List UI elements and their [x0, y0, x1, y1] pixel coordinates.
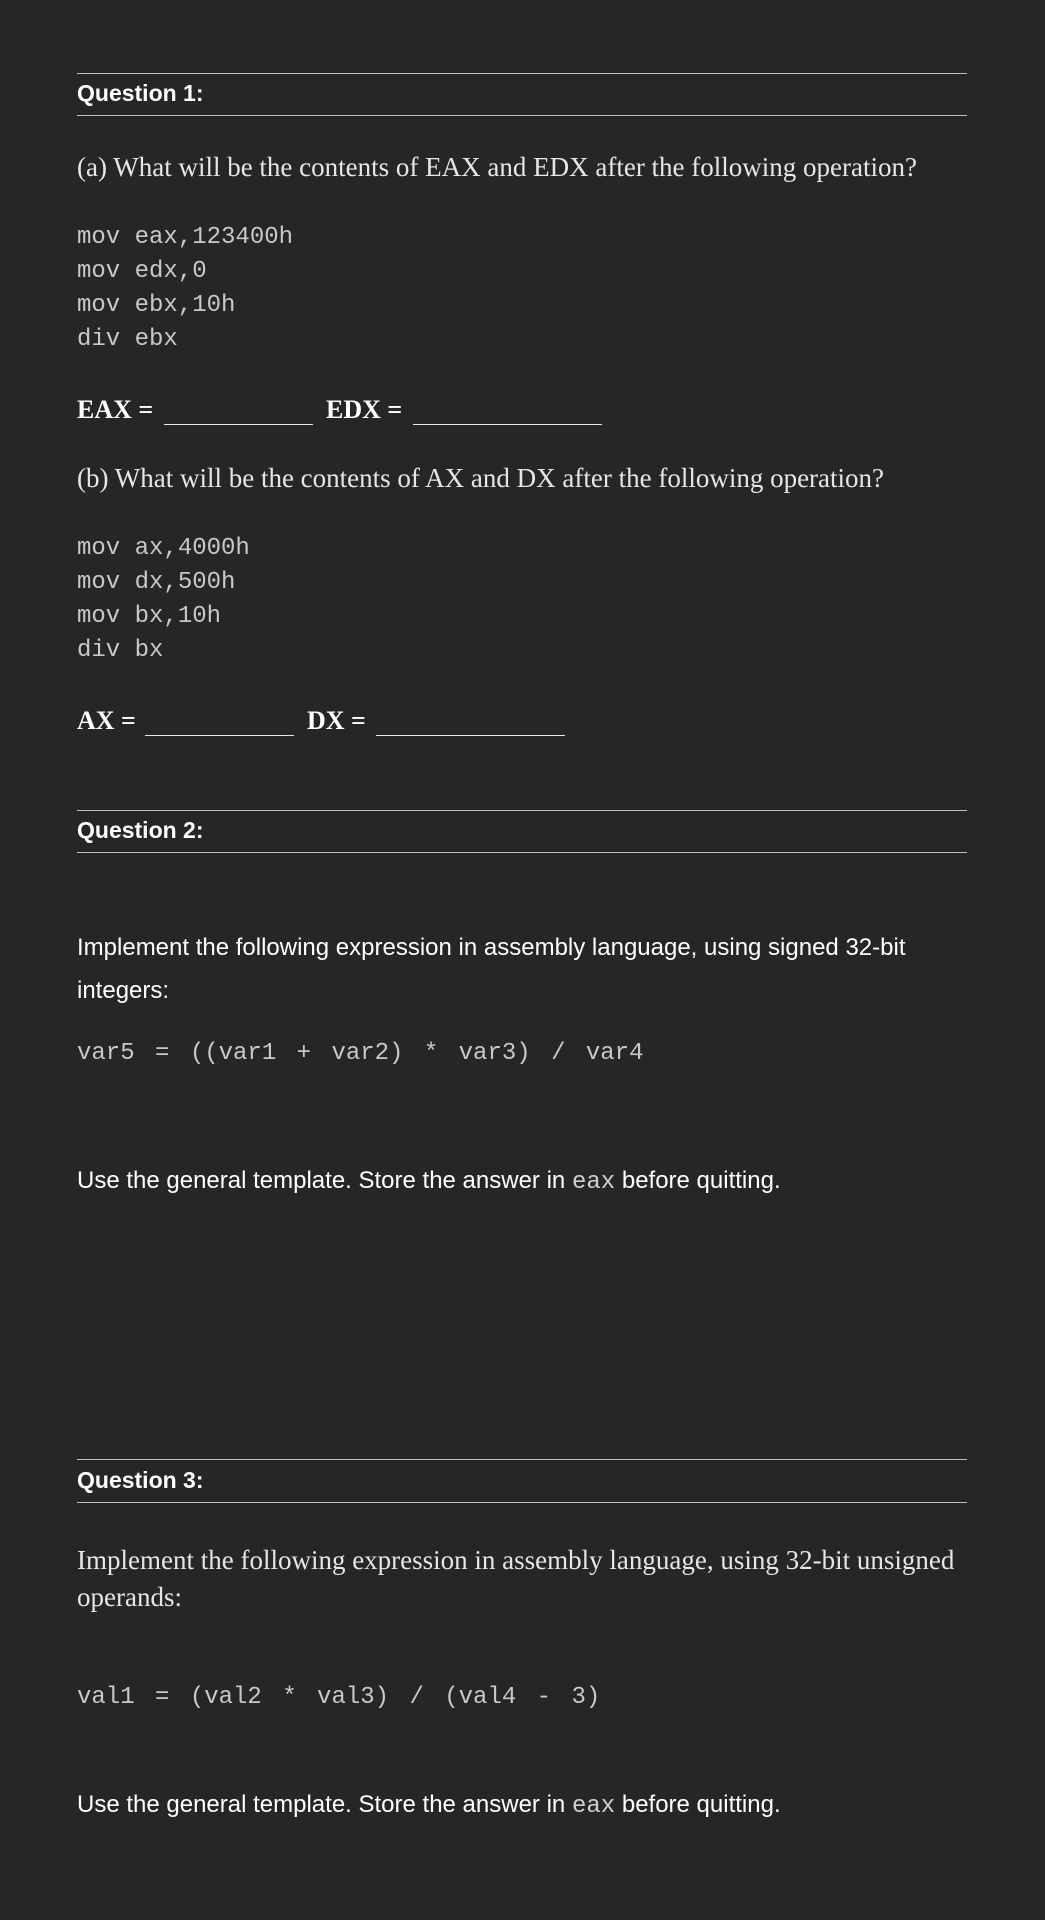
q1b-code-line-4: div bx: [77, 637, 164, 664]
q1a-code-line-1: mov eax,123400h: [77, 224, 294, 251]
q3-note: [77, 1791, 781, 1820]
q2-note-text-before: Use the general template. Store the answer in: [77, 1167, 572, 1194]
ax-answer-label: AX =: [77, 706, 136, 735]
q3-top-rule: [77, 1459, 967, 1460]
q1-bottom-rule: [77, 115, 967, 116]
q2-bottom-rule: [77, 852, 967, 853]
q1-heading: Question 1:: [77, 80, 204, 106]
q1b-code-line-1: mov ax,4000h: [77, 535, 250, 562]
dx-answer-label: DX =: [307, 706, 366, 735]
q1-top-rule: [77, 73, 967, 74]
eax-answer-blank[interactable]: [164, 424, 313, 425]
q2-note-text-after: before quitting.: [615, 1167, 781, 1194]
q2-heading: Question 2:: [77, 817, 204, 843]
q1a-code-line-4: div ebx: [77, 326, 178, 353]
q1a-code-line-2: mov edx,0: [77, 258, 207, 285]
ax-answer-blank[interactable]: [145, 735, 294, 736]
eax-answer-label: EAX =: [77, 395, 154, 424]
q3-note-text-after: before quitting.: [615, 1791, 781, 1818]
q3-prompt-line-2: operands:: [77, 1582, 182, 1612]
q2-expression: var5 = ((var1 + var2) * var3) / var4: [77, 1040, 644, 1067]
dx-answer-blank[interactable]: [376, 735, 565, 736]
q3-note-code: eax: [571, 1793, 616, 1820]
q2-prompt-line-1: Implement the following expression in assembly language, using signed 32-bit: [77, 934, 906, 961]
q1b-prompt: (b) What will be the contents of AX and DX after the following operation?: [77, 463, 885, 493]
q3-heading: Question 3:: [77, 1467, 204, 1493]
edx-answer-label: EDX =: [326, 395, 403, 424]
q2-note-code: eax: [571, 1169, 616, 1196]
q3-expression: val1 = (val2 * val3) / (val4 - 3): [77, 1684, 601, 1711]
q3-note-text-before: Use the general template. Store the answer in: [77, 1791, 572, 1818]
edx-answer-blank[interactable]: [413, 424, 602, 425]
q1a-code-line-3: mov ebx,10h: [77, 292, 236, 319]
q2-note: [77, 1167, 781, 1196]
q1b-code-line-3: mov bx,10h: [77, 603, 222, 630]
q2-prompt-line-2: integers:: [77, 977, 170, 1004]
q1b-code-line-2: mov dx,500h: [77, 569, 236, 596]
q1a-prompt: (a) What will be the contents of EAX and EDX after the following operation?: [77, 152, 917, 182]
q2-top-rule: [77, 810, 967, 811]
q3-bottom-rule: [77, 1502, 967, 1503]
q3-prompt-line-1: Implement the following expression in assembly language, using 32-bit unsigned: [77, 1545, 955, 1575]
